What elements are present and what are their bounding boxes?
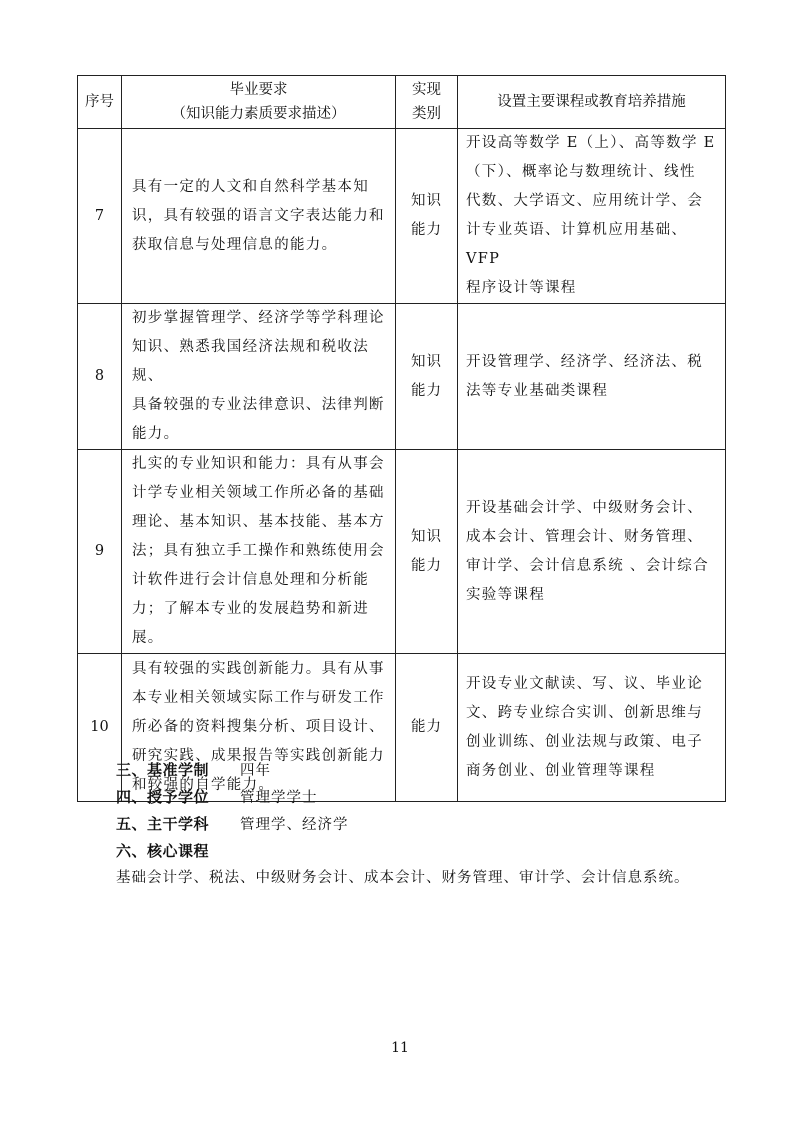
course-line: 法等专业基础类课程 [466, 382, 609, 399]
header-requirement-title: 毕业要求 [229, 82, 288, 98]
row-seq: 10 [78, 654, 122, 802]
course-line: 代数、大学语文、应用统计学、会 [466, 193, 703, 209]
header-type-line1: 实现 [412, 82, 441, 98]
table-row [78, 129, 726, 304]
table-header-row [78, 76, 726, 129]
header-type-line2: 类别 [412, 106, 441, 122]
section-heading: 五、主干学科 [116, 815, 210, 833]
header-requirement-subtitle: （知识能力素质要求描述） [171, 106, 346, 122]
requirement-line: 法；具有独立手工操作和熟练使用会 [132, 543, 385, 559]
row-seq: 7 [78, 129, 122, 304]
section-value: 管理学学士 [240, 790, 318, 806]
section-disciplines [116, 811, 736, 838]
course-line: 商务创业、创业管理等课程 [466, 762, 656, 779]
section-heading: 三、基准学制 [116, 761, 210, 779]
row-type [396, 129, 458, 304]
row-type [396, 304, 458, 450]
row-requirement [122, 450, 396, 654]
type-line: 能力 [411, 557, 442, 574]
program-info-sections [116, 757, 736, 892]
course-line: 成本会计、管理会计、财务管理、 [466, 528, 703, 545]
requirement-line: 所必备的资料搜集分析、项目设计、 [132, 719, 385, 735]
requirement-line: 初步掌握管理学、经济学等学科理论 [132, 310, 385, 326]
course-line: 开设高等数学 E（上）、高等数学 E [466, 135, 716, 151]
header-courses: 设置主要课程或教育培养措施 [458, 76, 726, 129]
course-line: （下）、概率论与数理统计、线性 [466, 164, 696, 180]
section-degree [116, 784, 736, 811]
type-line: 知识 [411, 193, 442, 209]
course-line: 文、跨专业综合实训、创新思维与 [466, 704, 703, 721]
type-line: 知识 [411, 528, 442, 545]
graduation-requirements-table [77, 75, 726, 802]
row-courses [458, 129, 726, 304]
section-value: 四年 [240, 763, 271, 779]
requirement-line: 获取信息与处理信息的能力。 [132, 236, 338, 253]
requirement-line: 扎实的专业知识和能力：具有从事会 [132, 456, 385, 472]
header-type [396, 76, 458, 129]
requirement-line: 能力。 [132, 426, 180, 442]
requirement-line: 计学专业相关领域工作所必备的基础 [132, 485, 385, 501]
section-value: 管理学、经济学 [240, 817, 349, 833]
requirement-line: 识，具有较强的语言文字表达能力和 [132, 207, 385, 224]
course-line: 开设管理学、经济学、经济法、税 [466, 353, 703, 370]
requirement-line: 知识、熟悉我国经济法规和税收法规、 [132, 339, 369, 384]
table-row [78, 304, 726, 450]
row-requirement [122, 129, 396, 304]
row-type [396, 450, 458, 654]
course-line: 创业训练、创业法规与政策、电子 [466, 733, 703, 750]
requirement-line: 研究实践、成果报告等实践创新能力 [132, 748, 385, 764]
section-duration [116, 757, 736, 784]
requirement-line: 本专业相关领域实际工作与研发工作 [132, 690, 385, 706]
requirement-line: 计软件进行会计信息处理和分析能 [132, 572, 369, 588]
type-line: 能力 [411, 719, 442, 735]
course-line: 开设基础会计学、中级财务会计、 [466, 499, 703, 516]
course-line: 实验等课程 [466, 586, 545, 603]
course-line: 开设专业文献读、写、议、毕业论 [466, 675, 703, 692]
row-seq: 8 [78, 304, 122, 450]
row-courses [458, 450, 726, 654]
requirement-line: 具有较强的实践创新能力。具有从事 [132, 661, 385, 677]
row-requirement [122, 304, 396, 450]
requirement-line: 具有一定的人文和自然科学基本知 [132, 178, 369, 195]
course-line: 审计学、会计信息系统 、会计综合 [466, 557, 709, 574]
requirement-line: 理论、基本知识、基本技能、基本方 [132, 514, 385, 530]
core-courses-list: 基础会计学、税法、中级财务会计、成本会计、财务管理、审计学、会计信息系统。 [116, 870, 690, 886]
requirement-line: 和较强的自学能力。 [132, 777, 275, 793]
header-requirement [122, 76, 396, 129]
course-line: 程序设计等课程 [466, 280, 577, 296]
row-seq: 9 [78, 450, 122, 654]
requirement-line: 力；了解本专业的发展趋势和新进展。 [132, 601, 369, 646]
row-courses [458, 304, 726, 450]
table-row [78, 450, 726, 654]
section-core-courses [116, 838, 736, 865]
type-line: 知识 [411, 353, 442, 370]
type-line: 能力 [411, 222, 442, 238]
section-heading: 六、核心课程 [116, 842, 210, 860]
section-heading: 四、授予学位 [116, 788, 210, 806]
header-seq: 序号 [78, 76, 122, 129]
requirement-line: 具备较强的专业法律意识、法律判断 [132, 397, 385, 413]
type-line: 能力 [411, 382, 442, 399]
page-number: 11 [391, 1040, 409, 1056]
course-line: 计专业英语、计算机应用基础、VFP [466, 222, 688, 267]
